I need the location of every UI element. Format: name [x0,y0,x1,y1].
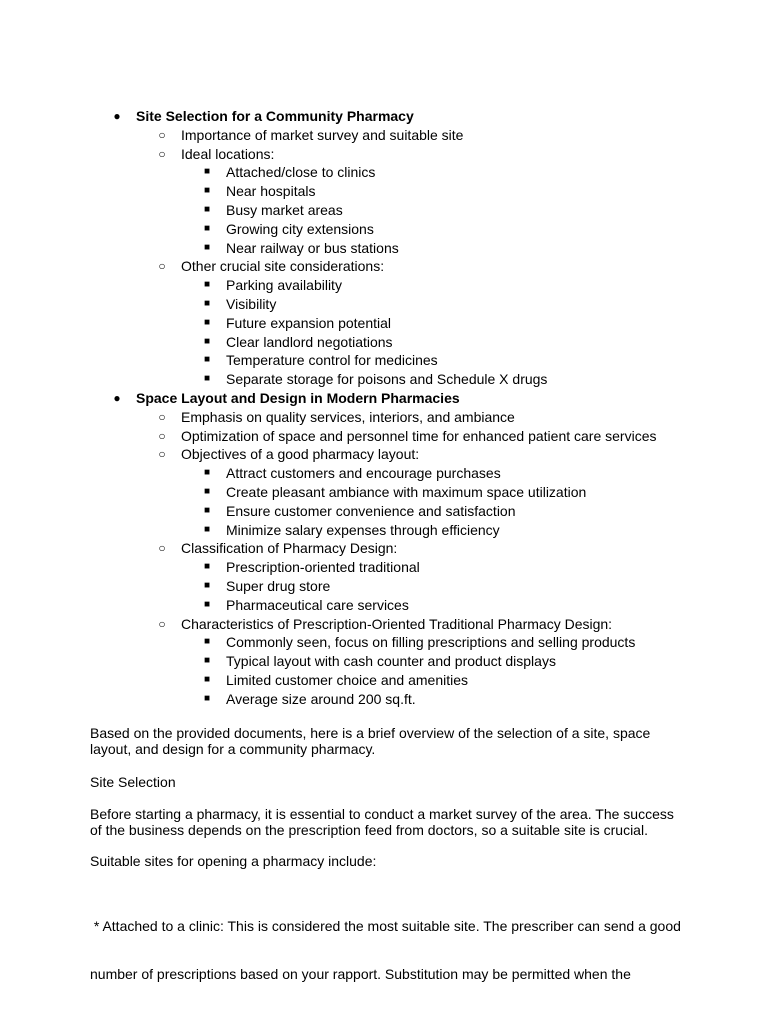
outline-item-level-2 [0,408,768,427]
outline-item-level-2 [0,145,768,164]
clinic-line-1: * Attached to a clinic: This is considered the most suitable site. The prescriber can send a good [90,918,681,934]
disc-bullet-icon: ● [113,109,121,123]
square-bullet-icon: ■ [203,561,211,573]
square-bullet-icon: ■ [203,373,211,385]
square-bullet-icon: ■ [203,692,211,704]
overview-paragraph [90,725,690,757]
outline-item-level-3 [0,333,768,352]
outline-item-text: Other crucial site considerations: [181,258,385,275]
outline-item-level-2 [0,427,768,446]
outline-item-text: Site Selection for a Community Pharmacy [136,108,414,124]
market-survey-paragraph [90,806,690,838]
outline-item-level-3 [0,633,768,652]
circle-bullet-icon: ○ [158,541,166,556]
outline-item-text: Busy market areas [226,201,343,218]
outline-item-level-3 [0,370,768,389]
outline-item-text: Future expansion potential [226,314,391,331]
square-bullet-icon: ■ [203,185,211,197]
outline-item-text: Separate storage for poisons and Schedule X drugs [226,371,548,388]
outline-item-level-3 [0,239,768,258]
square-bullet-icon: ■ [203,166,211,178]
outline-item-level-3 [0,483,768,502]
outline-item-level-1 [0,107,768,126]
square-bullet-icon: ■ [203,354,211,366]
square-bullet-icon: ■ [203,504,211,516]
outline-item-text: Clear landlord negotiations [226,333,393,350]
outline-item-text: Emphasis on quality services, interiors, and ambiance [181,408,515,425]
outline-item-text: Objectives of a good pharmacy layout: [181,446,420,463]
outline-item-text: Ensure customer convenience and satisfaction [226,502,516,519]
circle-bullet-icon: ○ [158,127,166,142]
disc-bullet-icon: ● [113,390,121,405]
square-bullet-icon: ■ [203,598,211,610]
outline-item-level-3 [0,652,768,671]
square-bullet-icon: ■ [203,335,211,347]
outline-item-level-3 [0,182,768,201]
outline-item-text: Characteristics of Prescription-Oriented Traditional Pharmacy Design: [181,615,613,632]
circle-bullet-icon: ○ [158,409,166,424]
square-bullet-icon: ■ [203,279,211,291]
outline-item-text: Temperature control for medicines [226,352,438,369]
outline-item-text: Classification of Pharmacy Design: [181,540,398,557]
square-bullet-icon: ■ [203,485,211,497]
outline-item-level-3 [0,201,768,220]
outline-item-level-3 [0,220,768,239]
market-survey-line-1: Before starting a pharmacy, it is essential to conduct a market survey of the area. The success [90,806,674,822]
outline-item-text: Growing city extensions [226,220,374,237]
outline-item-text: Average size around 200 sq.ft. [226,690,416,707]
outline-item-text: Super drug store [226,577,331,594]
circle-bullet-icon: ○ [158,428,166,443]
outline-item-text: Pharmaceutical care services [226,596,409,613]
square-bullet-icon: ■ [203,655,211,667]
outline-item-level-3 [0,295,768,314]
square-bullet-icon: ■ [203,316,211,328]
outline-item-level-3 [0,558,768,577]
outline-item-level-3 [0,163,768,182]
outline-item-level-3 [0,464,768,483]
outline-item-level-3 [0,671,768,690]
circle-bullet-icon: ○ [158,146,166,161]
clinic-paragraph [90,886,690,1014]
suitable-sites-paragraph [90,853,690,869]
outline-item-level-3 [0,351,768,370]
summary-outline [0,107,768,709]
square-bullet-icon: ■ [203,579,211,591]
circle-bullet-icon: ○ [158,447,166,462]
outline-item-text: Ideal locations: [181,145,275,162]
overview-line-1: Based on the provided documents, here is a brief overview of the selection of a site, space [90,725,651,741]
outline-item-level-2 [0,615,768,634]
outline-item-level-2 [0,257,768,276]
outline-item-level-3 [0,502,768,521]
outline-item-text: Create pleasant ambiance with maximum space utilization [226,483,587,500]
square-bullet-icon: ■ [203,222,211,234]
site-selection-heading [90,774,690,790]
outline-item-level-1 [0,389,768,408]
square-bullet-icon: ■ [203,241,211,253]
outline-item-text: Near hospitals [226,183,316,200]
outline-item-text: Commonly seen, focus on filling prescriptions and selling products [226,634,636,651]
suitable-sites-text: Suitable sites for opening a pharmacy include: [90,853,377,869]
square-bullet-icon: ■ [203,467,211,479]
outline-item-text: Attached/close to clinics [226,164,376,181]
outline-item-text: Space Layout and Design in Modern Pharmacies [136,389,460,406]
outline-item-text: Importance of market survey and suitable site [181,126,464,143]
outline-item-text: Attract customers and encourage purchases [226,465,501,482]
clinic-line-2: number of prescriptions based on your rapport. Substitution may be permitted when the [90,966,631,982]
outline-item-level-2 [0,539,768,558]
outline-item-text: Near railway or bus stations [226,239,399,256]
outline-item-text: Visibility [226,295,277,312]
outline-item-level-2 [0,445,768,464]
circle-bullet-icon: ○ [158,259,166,274]
outline-item-level-2 [0,126,768,145]
square-bullet-icon: ■ [203,636,211,648]
outline-item-text: Optimization of space and personnel time for enhanced patient care services [181,427,657,444]
outline-item-level-3 [0,521,768,540]
site-selection-heading-text: Site Selection [90,774,176,790]
outline-item-text: Parking availability [226,277,342,294]
outline-item-level-3 [0,690,768,709]
square-bullet-icon: ■ [203,523,211,535]
square-bullet-icon: ■ [203,297,211,309]
market-survey-line-2: of the business depends on the prescription feed from doctors, so a suitable site is crucial. [90,822,648,838]
outline-item-text: Minimize salary expenses through efficiency [226,521,500,538]
outline-item-level-3 [0,577,768,596]
outline-item-level-3 [0,596,768,615]
circle-bullet-icon: ○ [158,616,166,631]
square-bullet-icon: ■ [203,673,211,685]
outline-item-text: Typical layout with cash counter and product displays [226,653,556,670]
overview-line-2: layout, and design for a community pharmacy. [90,741,376,757]
outline-item-text: Limited customer choice and amenities [226,671,469,688]
outline-item-level-3 [0,276,768,295]
outline-item-text: Prescription-oriented traditional [226,559,420,576]
outline-item-level-3 [0,314,768,333]
square-bullet-icon: ■ [203,203,211,215]
